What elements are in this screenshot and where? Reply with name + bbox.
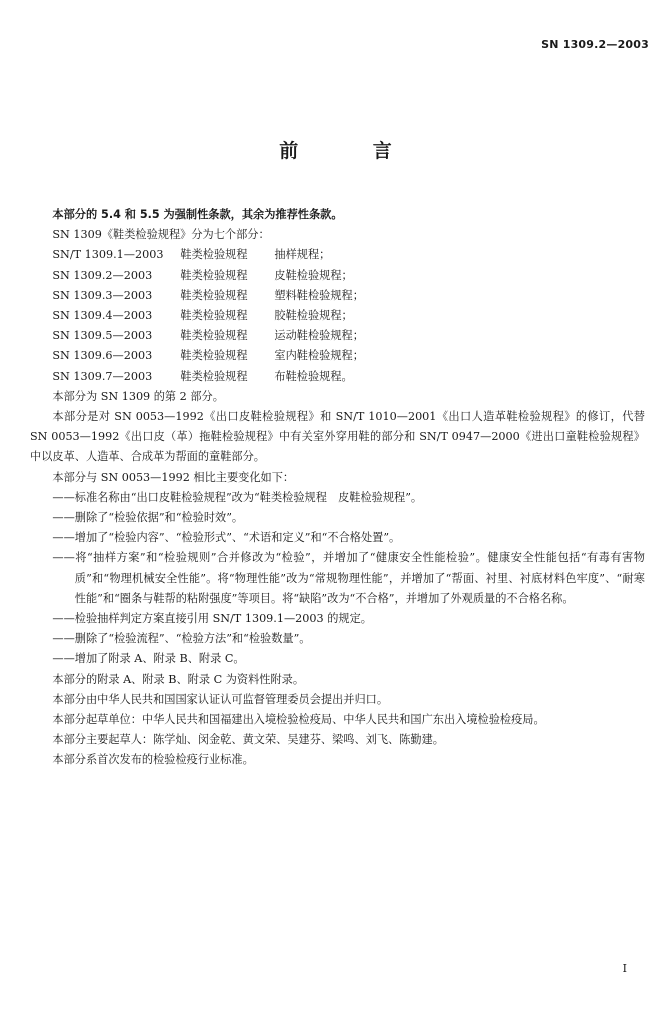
list-item [30, 286, 645, 306]
changes-list [30, 488, 645, 670]
list-item [30, 367, 645, 387]
part-category: 鞋类检验规程 [180, 268, 248, 282]
changes-intro: 本部分与 SN 0053—1992 相比主要变化如下： [52, 470, 295, 484]
part-name: 塑料鞋检验规程； [274, 288, 364, 302]
list-item: ——标准名称由“出口皮鞋检验规程”改为“鞋类检验规程 皮鞋检验规程”。 [52, 490, 423, 504]
list-item: ——检验抽样判定方案直接引用 SN/T 1309.1—2003 的规定。 [52, 612, 372, 626]
list-item [30, 326, 645, 346]
list-item [30, 306, 645, 326]
list-item: ——增加了附录 A、附录 B、附录 C。 [52, 652, 245, 666]
parts-list [30, 245, 645, 386]
list-item: ——删除了“检验依据”和“检验时效”。 [52, 511, 244, 525]
part-category: 鞋类检验规程 [180, 349, 248, 363]
list-item: ——增加了“检验内容”、“检验形式”、“术语和定义”和“不合格处置”。 [52, 531, 401, 545]
part-name: 抽样规程； [274, 248, 331, 262]
part-category: 鞋类检验规程 [180, 248, 248, 262]
page-title: 前 言 [279, 140, 426, 162]
proposer-statement: 本部分由中华人民共和国国家认证认可监督管理委员会提出并归口。 [52, 692, 389, 706]
part-code: SN 1309.5—2003 [52, 329, 153, 343]
part-category: 鞋类检验规程 [180, 369, 248, 383]
annex-statement: 本部分的附录 A、附录 B、附录 C 为资料性附录。 [52, 672, 305, 686]
part-code: SN 1309.4—2003 [52, 309, 153, 323]
drafting-units-statement: 本部分起草单位：中华人民共和国福建出入境检验检疫局、中华人民共和国广东出入境检验检疫局。 [52, 713, 545, 727]
part-code: SN/T 1309.1—2003 [52, 248, 164, 262]
list-item: ——将“抽样方案”和“检验规则”合并修改为“检验”，并增加了“健康安全性能检验”。健康安全性能包括“有毒有害物质”和“物理机械安全性能”。将“物理性能”改为“常规物理性能”，并增加了“帮面、衬里、衬底材料色牢度”、“耐寒性能”和“圈条与鞋帮的粘附强度”等项目。将“缺陷”改为“不合格”，并增加了外观质量的不合格名称。 [52, 551, 645, 605]
standard-code: SN 1309.2—2003 [541, 38, 649, 51]
part-code: SN 1309.2—2003 [52, 268, 153, 282]
part-name: 布鞋检验规程。 [274, 369, 353, 383]
part-category: 鞋类检验规程 [180, 288, 248, 302]
part-category: 鞋类检验规程 [180, 329, 248, 343]
part-code: SN 1309.6—2003 [52, 349, 153, 363]
part-name: 室内鞋检验规程； [274, 349, 364, 363]
list-item: ——删除了“检验流程”、“检验方法”和“检验数量”。 [52, 632, 311, 646]
revision-statement: 本部分是对 SN 0053—1992《出口皮鞋检验规程》和 SN/T 1010—2001《出口人造革鞋检验规程》的修订，代替 SN 0053—1992《出口皮（革）拖鞋检验规程》中有关室外穿用鞋的部分和 SN/T 0947—2000《进出口童鞋检验规程》中以皮革、人造革、合成革为帮面的童鞋部分。 [30, 410, 645, 464]
part-name: 胶鞋检验规程； [274, 309, 353, 323]
part-code: SN 1309.7—2003 [52, 369, 153, 383]
page-number: I [622, 962, 627, 975]
parts-intro: SN 1309《鞋类检验规程》分为七个部分： [52, 228, 270, 242]
document-body [30, 205, 645, 771]
part-code: SN 1309.3—2003 [52, 288, 153, 302]
list-item [30, 245, 645, 265]
first-release-statement: 本部分系首次发布的检验检疫行业标准。 [52, 753, 254, 767]
part-category: 鞋类检验规程 [180, 309, 248, 323]
list-item [30, 346, 645, 366]
mandatory-clause-statement: 本部分的 5.4 和 5.5 为强制性条款，其余为推荐性条款。 [52, 208, 343, 221]
part-name: 运动鞋检验规程； [274, 329, 364, 343]
drafters-statement: 本部分主要起草人：陈学灿、闵金乾、黄文荣、吴建芬、梁鸣、刘飞、陈勤建。 [52, 733, 444, 747]
part-name: 皮鞋检验规程； [274, 268, 353, 282]
part-number-statement: 本部分为 SN 1309 的第 2 部分。 [52, 389, 224, 403]
list-item [30, 266, 645, 286]
